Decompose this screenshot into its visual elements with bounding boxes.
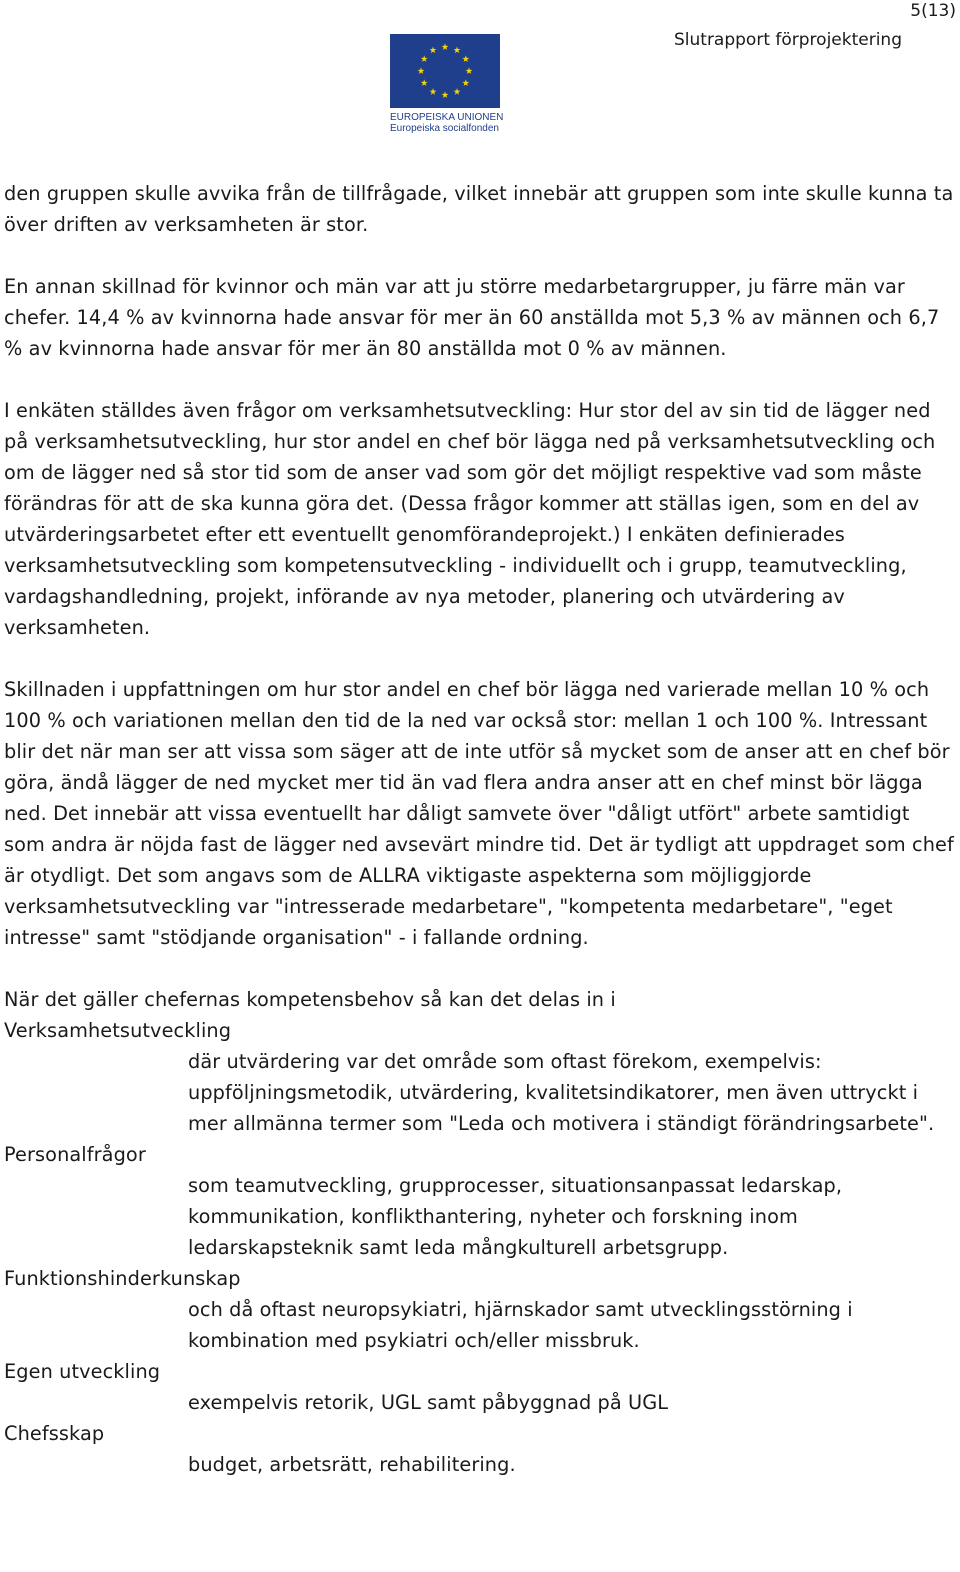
list-term: Chefsskap xyxy=(4,1422,105,1445)
list-term: Funktionshinderkunskap xyxy=(4,1267,241,1290)
paragraph: den gruppen skulle avvika från de tillfrågade, vilket innebär att gruppen som inte skulle kunna ta över driften av verksamheten är stor. xyxy=(4,182,954,236)
document-body xyxy=(4,178,956,1480)
page-number: 5(13) xyxy=(910,1,956,21)
eu-flag-icon xyxy=(390,34,500,108)
list-description: budget, arbetsrätt, rehabilitering. xyxy=(188,1453,516,1476)
list-description: som teamutveckling, grupprocesser, situationsanpassat ledarskap, kommunikation, konflikthantering, nyheter och forskning inom ledarskapsteknik samt leda mångkulturell arbetsgrupp. xyxy=(188,1174,843,1259)
competence-list xyxy=(4,984,956,1480)
eu-logo-line1: EUROPEISKA UNIONEN xyxy=(390,112,504,123)
report-title: Slutrapport förprojektering xyxy=(673,30,902,50)
list-intro: När det gäller chefernas kompetensbehov så kan det delas in i xyxy=(4,988,616,1011)
paragraph: Skillnaden i uppfattningen om hur stor andel en chef bör lägga ned varierade mellan 10 % och 100 % och variationen mellan den tid de la ned var också stor: mellan 1 och 100 %. Intressant blir det när man ser att vissa som säger att de inte utför så mycket som de anser att en chef bör göra, ändå lägger de ned mycket mer tid än vad flera andra anser att en chef minst bör lägga ned. Det innebär att vissa eventuellt har dåligt samvete över "dåligt utfört" arbete samtidigt som andra är nöjda fast de lägger ned avsevärt mindre tid. Det är tydligt att uppdraget som chef är otydligt. Det som angavs som de ALLRA viktigaste aspekterna som möjliggjorde verksamhetsutveckling var "intresserade medarbetare", "kompetenta medarbetare", "eget intresse" samt "stödjande organisation" - i fallande ordning. xyxy=(4,678,954,949)
list-description: och då oftast neuropsykiatri, hjärnskador samt utvecklingsstörning i kombination med psykiatri och/eller missbruk. xyxy=(188,1298,853,1352)
paragraph: En annan skillnad för kvinnor och män var att ju större medarbetargrupper, ju färre män var chefer. 14,4 % av kvinnorna hade ansvar för mer än 60 anställda mot 5,3 % av männen och 6,7 % av kvinnorna hade ansvar för mer än 80 anställda mot 0 % av männen. xyxy=(4,275,940,360)
eu-logo-line2: Europeiska socialfonden xyxy=(390,123,499,134)
list-description: exempelvis retorik, UGL samt påbyggnad på UGL xyxy=(188,1391,669,1414)
paragraph: I enkäten ställdes även frågor om verksamhetsutveckling: Hur stor del av sin tid de lägger ned på verksamhetsutveckling, hur stor andel en chef bör lägga ned på verksamhetsutveckling och om de lägger ned så stor tid som de anser vad som gör det möjligt respektive vad som måste förändras för att de ska kunna göra det. (Dessa frågor kommer att ställas igen, som en del av utvärderingsarbetet efter ett eventuellt genomförandeprojekt.) I enkäten definierades verksamhetsutveckling som kompetensutveckling - individuellt och i grupp, teamutveckling, vardagshandledning, projekt, införande av nya metoder, planering och utvärdering av verksamheten. xyxy=(4,399,936,639)
list-term: Personalfrågor xyxy=(4,1143,146,1166)
list-term: Verksamhetsutveckling xyxy=(4,1019,232,1042)
list-term: Egen utveckling xyxy=(4,1360,161,1383)
list-description: där utvärdering var det område som oftast förekom, exempelvis: uppföljningsmetodik, utvärdering, kvalitetsindikatorer, men även uttryckt i mer allmänna termer som "Leda och motivera i ständigt förändringsarbete". xyxy=(188,1050,935,1135)
eu-logo xyxy=(390,34,502,136)
